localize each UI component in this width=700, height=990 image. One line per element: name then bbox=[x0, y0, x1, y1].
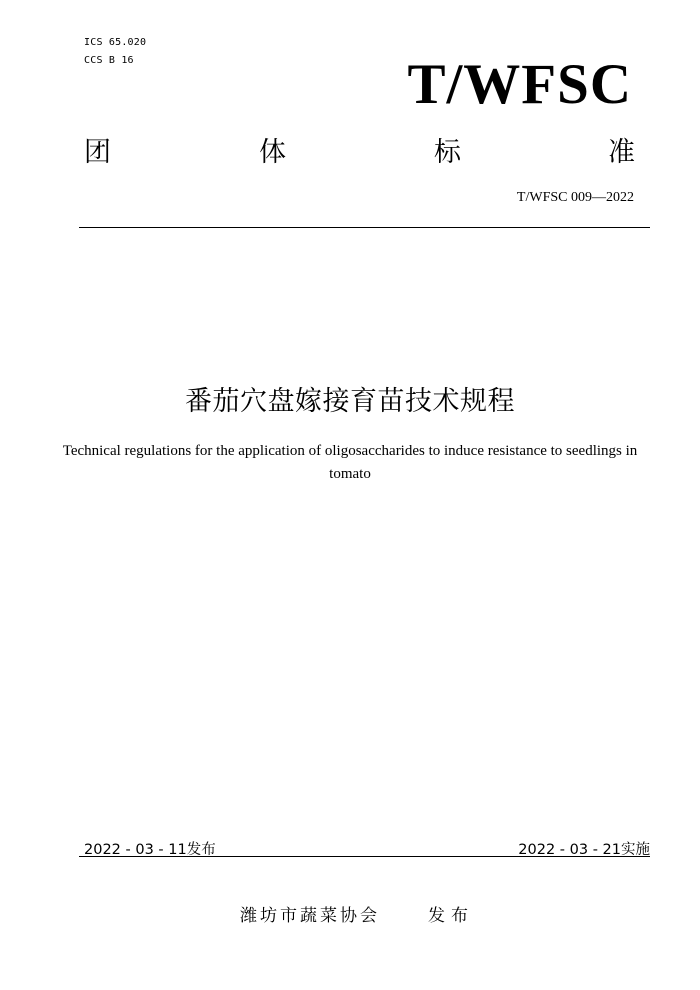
ccs-code: CCS B 16 bbox=[84, 55, 134, 66]
standard-type-char: 准 bbox=[608, 137, 635, 168]
ics-code: ICS 65.020 bbox=[84, 37, 147, 48]
standard-logo: T/WFSC bbox=[407, 53, 632, 116]
standard-type-char: 标 bbox=[434, 137, 461, 168]
document-title-chinese: 番茄穴盘嫁接育苗技术规程 bbox=[185, 386, 515, 417]
standard-number: T/WFSC 009—2022 bbox=[516, 190, 634, 205]
footer-divider bbox=[79, 856, 650, 857]
document-title-english: Technical regulations for the application of oligosaccharides to induce resistance to seedlings in tomato bbox=[62, 443, 638, 482]
issue-date: 2022 - 03 - 11发布 bbox=[84, 842, 216, 858]
publisher-name: 潍坊市蔬菜协会 bbox=[240, 906, 380, 926]
header-divider bbox=[79, 227, 650, 228]
standard-type-char: 体 bbox=[259, 137, 286, 168]
standard-type-heading bbox=[84, 137, 636, 171]
implementation-date: 2022 - 03 - 21实施 bbox=[518, 842, 650, 858]
standard-type-char: 团 bbox=[84, 137, 111, 168]
publish-label: 发布 bbox=[428, 906, 474, 926]
